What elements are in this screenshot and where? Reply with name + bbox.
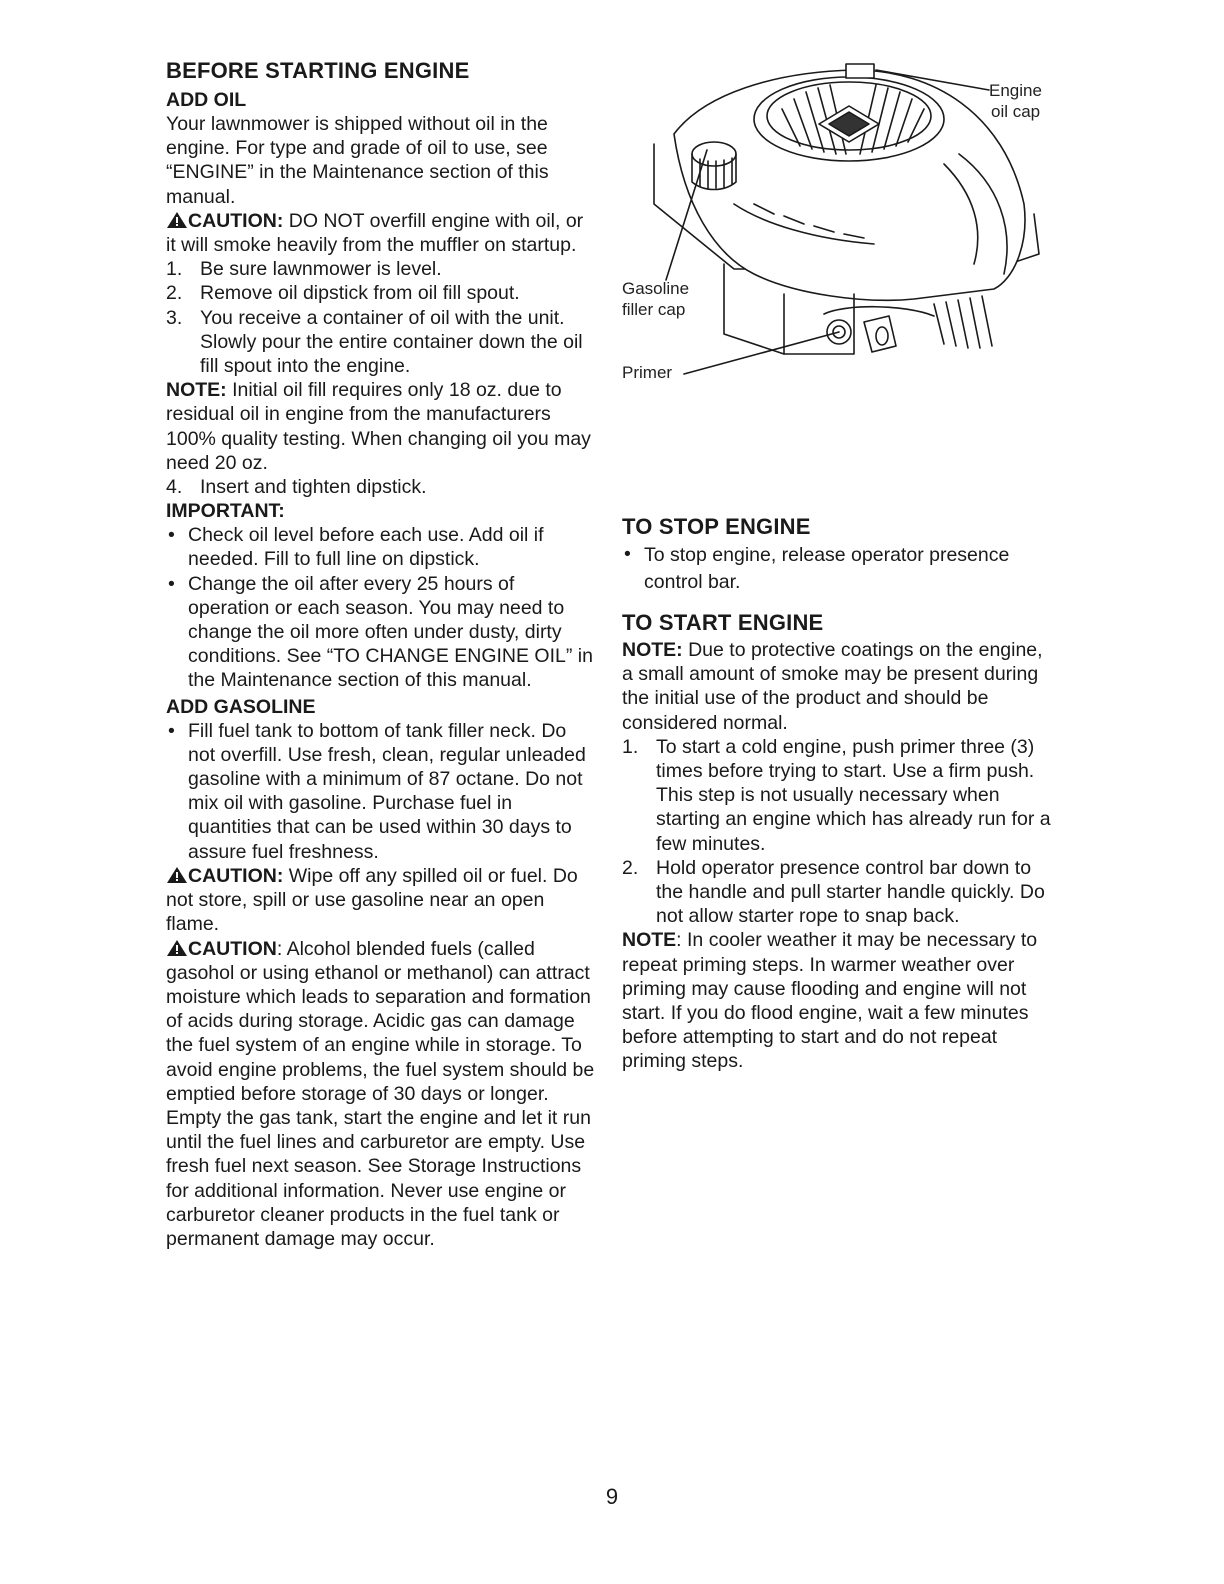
bullet-dot-icon: • — [624, 543, 631, 565]
note-coatings — [622, 638, 1058, 735]
caution-text: : Alcohol blended fuels (called gasohol or using ethanol or methanol) can attract moisture which leads to separation and formation of acids during storage. Acidic gas can damage the fuel system of an engine while in storage. To avoid engine problems, the fuel system should be emptied before storage of 30 days or longer. Empty the gas tank, start the engine and let it run until the fuel lines and carburetor are empty. Use fresh fuel next season. See Storage Instructions for additional information. Never use engine or carburetor cleaner products in the fuel tank or permanent damage may occur. — [166, 937, 595, 1250]
section-title-start-engine: TO START ENGINE — [622, 610, 824, 635]
note-text: Due to protective coatings on the engine, a small amount of smoke may be present during the initial use of the product and should be considered normal. — [622, 639, 1043, 734]
bullet-item — [166, 719, 598, 864]
note-label: NOTE — [622, 929, 677, 952]
note-text: : In cooler weather it may be necessary to repeat priming steps. In warmer weather over priming may cause flooding and engine will not start. If you do flood engine, wait a few minutes before attempting to start and do not repeat priming steps. — [622, 929, 1038, 1073]
heading-add-oil: ADD OIL — [166, 89, 247, 111]
list-text: Hold operator presence control bar down to the handle and pull starter handle quickly. Do not allow starter rope to snap back. — [656, 856, 1045, 928]
list-item — [622, 735, 1058, 856]
label-line: oil cap — [991, 102, 1041, 121]
add-oil-intro: Your lawnmower is shipped without oil in the engine. For type and grade of oil to use, see “ENGINE” in the Maintenance section of this manual. — [166, 113, 549, 208]
note-text: Initial oil fill requires only 18 oz. due to residual oil in engine from the manufacturers 100% quality testing. When changing oil you may need 20 oz. — [166, 379, 591, 474]
bullet-dot-icon: • — [168, 719, 175, 742]
section-title-stop-engine: TO STOP ENGINE — [622, 514, 811, 539]
caution-label: CAUTION: — [188, 209, 284, 232]
left-column — [166, 58, 598, 1251]
bullet-text: To stop engine, release operator presence control bar. — [644, 544, 1010, 593]
right-column — [622, 514, 1058, 1074]
label-line: Gasoline — [622, 279, 690, 298]
label-engine-oil-cap — [989, 80, 1042, 122]
label-primer: Primer — [622, 363, 673, 382]
bullet-text: Change the oil after every 25 hours of operation or each season. You may need to change the oil more often under dusty, dirty conditions. See “TO CHANGE ENGINE OIL” in the Maintenance section of this manual. — [188, 572, 593, 692]
caution-alcohol — [166, 937, 598, 1252]
label-gasoline-filler-cap — [622, 278, 689, 320]
warning-triangle-icon — [166, 866, 188, 884]
bullet-item — [622, 542, 1058, 596]
list-number: 1. — [166, 258, 183, 281]
caution-label: CAUTION — [188, 937, 277, 960]
note-weather — [622, 928, 1058, 1073]
list-item — [166, 257, 598, 281]
list-item — [166, 475, 598, 499]
list-number: 2. — [622, 856, 639, 879]
bullet-text: Fill fuel tank to bottom of tank filler neck. Do not overfill. Use fresh, clean, regular unleaded gasoline with a minimum of 87 octane. Do not mix oil with gasoline. Purchase fuel in quantities that can be used within 30 days to assure fuel freshness. — [188, 719, 586, 863]
caution-overfill — [166, 209, 598, 257]
list-item — [622, 856, 1058, 929]
caution-text: DO NOT overfill engine with oil, or it will smoke heavily from the muffler on startup. — [166, 209, 584, 257]
note-label: NOTE: — [166, 379, 227, 402]
bullet-item — [166, 523, 598, 571]
list-number: 3. — [166, 306, 183, 329]
list-item — [166, 306, 598, 379]
bullet-dot-icon: • — [168, 524, 175, 547]
caution-label: CAUTION: — [188, 864, 284, 887]
list-item — [166, 281, 598, 305]
bullet-dot-icon: • — [168, 572, 175, 595]
list-text: You receive a container of oil with the unit. Slowly pour the entire container down the oil fill spout into the engine. — [200, 306, 583, 378]
bullet-item — [166, 572, 598, 693]
list-text: Insert and tighten dipstick. — [200, 476, 427, 499]
heading-add-gasoline: ADD GASOLINE — [166, 695, 316, 718]
warning-triangle-icon — [166, 211, 188, 229]
list-number: 2. — [166, 282, 183, 305]
list-text: Be sure lawnmower is level. — [200, 258, 442, 281]
engine-illustration — [614, 54, 1064, 414]
section-title-before-starting: BEFORE STARTING ENGINE — [166, 58, 470, 83]
warning-triangle-icon — [166, 939, 188, 957]
bullet-text: Check oil level before each use. Add oil if needed. Fill to full line on dipstick. — [188, 524, 544, 571]
caution-text: Wipe off any spilled oil or fuel. Do not store, spill or use gasoline near an open flame. — [166, 864, 578, 936]
heading-important: IMPORTANT: — [166, 500, 285, 523]
label-line: filler cap — [622, 300, 686, 319]
note-oil-fill — [166, 378, 598, 475]
list-text: Remove oil dipstick from oil fill spout. — [200, 282, 520, 305]
caution-spill — [166, 864, 598, 937]
list-text: To start a cold engine, push primer three (3) times before trying to start. Use a firm push. This step is not usually necessary when starting an engine which has already run for a few minutes. — [656, 735, 1051, 855]
list-number: 4. — [166, 476, 183, 499]
list-number: 1. — [622, 735, 639, 758]
note-label: NOTE: — [622, 639, 683, 661]
page-number: 9 — [605, 1484, 619, 1509]
label-line: Engine — [989, 81, 1042, 100]
